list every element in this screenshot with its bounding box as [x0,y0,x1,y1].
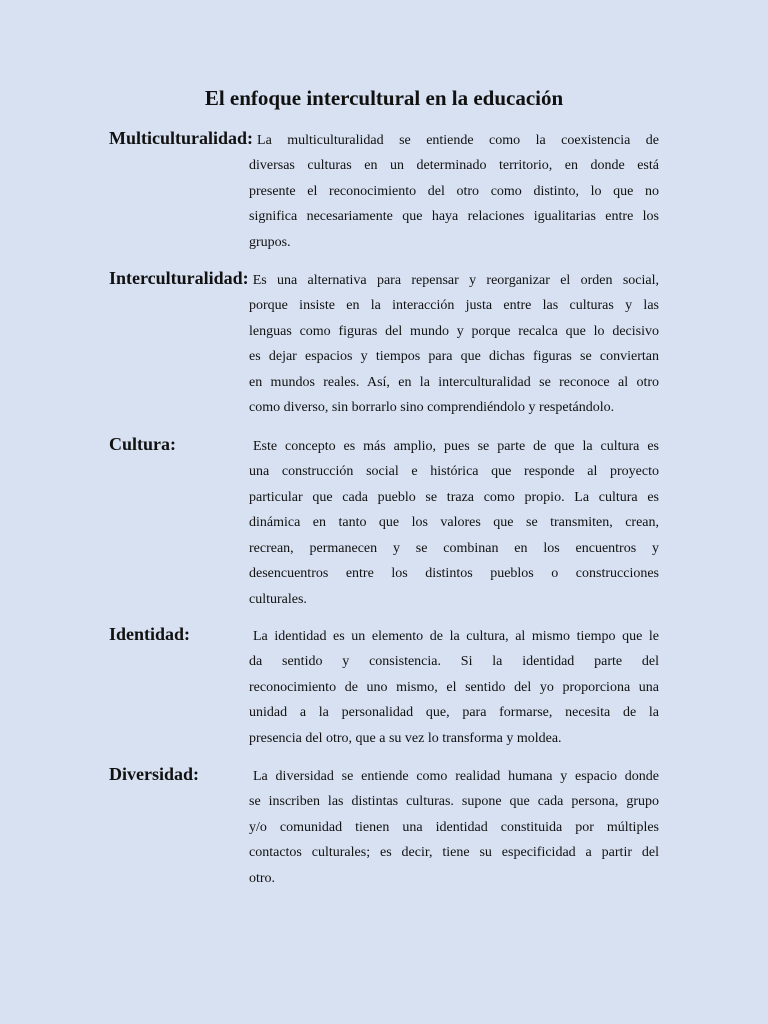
entry-text-line: unidad a la personalidad que, para formarse, necesita de la [249,705,659,720]
entry-text-line: presente el reconocimiento del otro como distinto, lo que no [249,183,659,199]
entry-text-line: La multiculturalidad se entiende como la coexistencia de [257,133,659,148]
entry-term: Diversidad: [109,764,199,784]
entry-first-line [109,268,659,293]
entry-text-line: una construcción social e histórica que responde al proyecto [249,464,659,479]
entry-text-line: grupos. [249,234,291,250]
entry-text-line: como diverso, sin borrarlo sino comprendiéndolo y respetándolo. [249,400,615,415]
entry-text-line: da sentido y consistencia. Si la identidad parte del [249,654,659,669]
entry-text-line: Es una alternativa para repensar y reorganizar el orden social, [252,273,659,288]
entry-text-line: diversas culturas en un determinado territorio, en donde está [249,158,659,173]
entry-text-line: reconocimiento de uno mismo, el sentido del yo proporciona una [249,679,659,695]
entry-body [249,789,659,891]
entry-first-line [109,434,659,459]
entry-text-line: desencuentros entre los distintos pueblos o construcciones [249,566,659,581]
entry-term: Interculturalidad: [109,268,249,288]
document-title: El enfoque intercultural en la educación [204,86,564,110]
entry-first-line [109,128,659,153]
entry-body [249,649,659,751]
entry-text-line: otro. [249,870,276,886]
entry-interculturalidad [109,268,659,421]
entry-term: Cultura: [109,434,176,454]
entry-text-line: La diversidad se entiende como realidad humana y espacio donde [253,769,659,784]
entry-text-line: significa necesariamente que haya relaciones igualitarias entre los [249,209,659,224]
entry-text-line: lenguas como figuras del mundo y porque recalca que lo decisivo [249,323,659,339]
entry-text-line: Este concepto es más amplio, pues se parte de que la cultura es [253,439,659,454]
entry-term: Identidad: [109,624,191,644]
entry-text-line: particular que cada pueblo se traza como propio. La cultura es [249,489,659,505]
entry-text-line: en mundos reales. Así, en la interculturalidad se reconoce al otro [249,374,659,390]
entry-diversidad [109,764,659,891]
entry-body [249,459,659,612]
entry-text-line: dinámica en tanto que los valores que se transmiten, crean, [249,515,659,530]
entry-first-line [109,624,659,649]
entry-text-line: porque insiste en la interacción justa entre las culturas y las [249,298,659,313]
entry-text-line: presencia del otro, que a su vez lo transforma y moldea. [249,730,562,746]
entry-multiculturalidad [109,128,659,255]
entry-text-line: se inscriben las distintas culturas. supone que cada persona, grupo [249,794,659,809]
entry-text-line: La identidad es un elemento de la cultura, al mismo tiempo que le [253,629,659,644]
entry-term: Multiculturalidad: [109,128,254,148]
entry-text-line: culturales. [249,591,307,607]
entry-text-line: contactos culturales; es decir, tiene su especificidad a partir del [249,845,659,860]
entry-text-line: es dejar espacios y tiempos para que dichas figuras se conviertan [249,349,659,364]
entry-first-line [109,764,659,789]
entry-body [249,293,659,421]
entry-body [249,153,659,255]
entry-cultura [109,434,659,612]
entry-identidad [109,624,659,751]
entry-text-line: y/o comunidad tienen una identidad constituida por múltiples [249,819,659,835]
entry-text-line: recrean, permanecen y se combinan en los encuentros y [249,540,659,556]
